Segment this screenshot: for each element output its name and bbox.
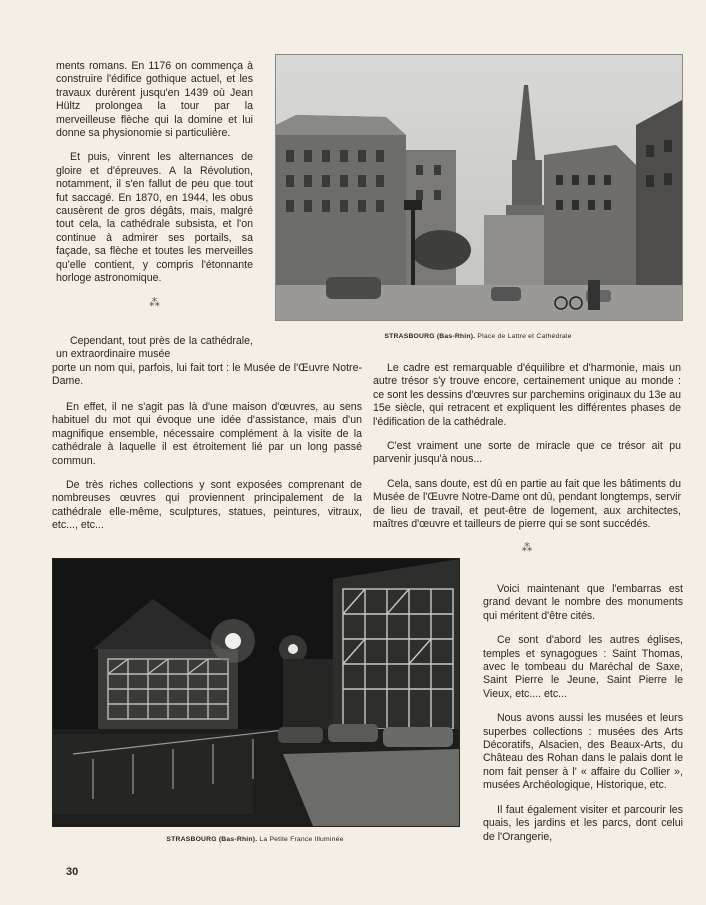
photo-petite-france — [52, 558, 460, 827]
paragraph: Nous avons aussi les musées et leurs superbes collections : musées des Arts Décoratifs, Alsacien, des Beaux-Arts, du Château des Rohan dans le palais dont le nom fait penser à l' « affaire du Collier », musées Archéologique, Historique, etc. — [483, 712, 683, 792]
column-left-top — [56, 60, 253, 320]
section-separator: ⁂ — [149, 296, 160, 309]
column-left-middle — [52, 401, 362, 544]
caption-subject: Place de Lattre et Cathédrale — [477, 333, 572, 340]
musee-intro-continued — [52, 362, 362, 400]
paragraph: Le cadre est remarquable d'équilibre et d'harmonie, mais un autre trésor s'y trouve encore, certainement unique au monde : ce sont les dessins d'œuvres sur parchemins originaux du 13e au 15e siècle, qui retracent et expliquent les différentes phases de l'édification de la cathédrale. — [373, 362, 681, 428]
column-right-middle — [373, 362, 681, 566]
photo-petite-france-caption — [52, 836, 458, 843]
photo-cathedral-caption — [275, 333, 681, 340]
caption-subject: La Petite France Illuminée — [259, 836, 344, 843]
paragraph: Ce sont d'abord les autres églises, temples et synagogues : Saint Thomas, avec le tombeau du Maréchal de Saxe, Saint Pierre le Jeune, Saint Pierre le Vieux, etc.... etc... — [483, 634, 683, 700]
column-right-bottom — [483, 583, 683, 855]
caption-place: STRASBOURG (Bas-Rhin). — [166, 836, 258, 843]
paragraph: ments romans. En 1176 on commença à construire l'édifice gothique actuel, et les travaux durèrent jusqu'en 1439 où Jean Hültz prolongea la tour par la merveilleuse flèche qui la domine et lui donne sa physionomie si particulière. — [56, 60, 253, 140]
section-separator: ⁂ — [521, 542, 533, 555]
photo-cathedral-square — [275, 54, 683, 321]
paragraph: Voici maintenant que l'embarras est grand devant le nombre des monuments qui méritent d'être cités. — [483, 583, 683, 622]
paragraph: En effet, il ne s'agit pas là d'une maison d'œuvres, au sens habituel du mot qui évoque une idée d'assistance, mais d'un magnifique ensemble, nécessaire complément à la visite de la cathédrale à laquelle il est étroitement lié par un long passé commun. — [52, 401, 362, 467]
paragraph: Et puis, vinrent les alternances de gloire et d'épreuves. A la Révolution, notamment, il s'en fallut de peu que tout fut saccagé. En 1870, en 1944, les obus causèrent de gros dégâts, mais, malgré tout cela, la cathédrale subsista, et l'on continue à admirer ses portails, sa façade, sa flèche et toutes les merveilles qu'elle contient, y compris l'étonnante horloge astronomique. — [56, 151, 253, 285]
paragraph: De très riches collections y sont exposées comprenant de nombreuses œuvres qui proviennent principalement de la cathédrale elle-même, sculptures, statues, peintures, vitraux, etc..., etc... — [52, 479, 362, 532]
paragraph: Il faut également visiter et parcourir les quais, les jardins et les parcs, dont celui de l'Orangerie, — [483, 803, 683, 843]
paragraph: porte un nom qui, parfois, lui fait tort : le Musée de l'Œuvre Notre-Dame. — [52, 362, 362, 388]
caption-place: STRASBOURG (Bas-Rhin). — [384, 333, 476, 340]
paragraph: C'est vraiment une sorte de miracle que ce trésor ait pu parvenir jusqu'à nous... — [373, 440, 681, 466]
paragraph: Cela, sans doute, est dû en partie au fait que les bâtiments du Musée de l'Œuvre Notre-Dame ont dû, pendant longtemps, servir de lieu de travail, et peut-être de logement, aux architectes, maîtres d'œuvre et tailleurs de pierre qui se sont succédés. — [373, 477, 681, 531]
paragraph: Cependant, tout près de la cathédrale, un extraordinaire musée — [56, 335, 253, 361]
page-number: 30 — [66, 866, 79, 878]
musee-intro — [56, 335, 253, 362]
photo-petite-france-image — [53, 559, 459, 826]
photo-cathedral-image — [276, 55, 682, 320]
